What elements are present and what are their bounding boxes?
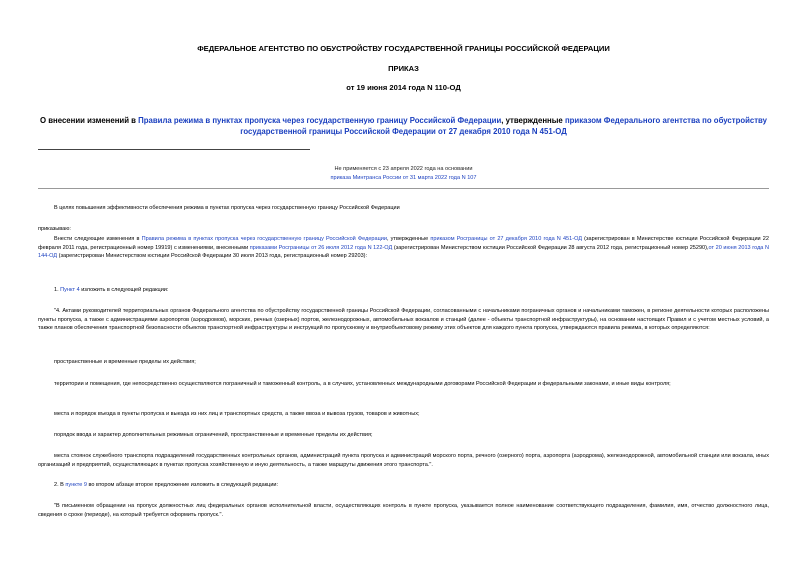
item2-post: во втором абзаце второе предложение изложить в следующей редакции: bbox=[86, 482, 279, 488]
list-item-2: территории и помещения, где непосредственно осуществляются пограничный и таможенный контроль, а в случаях, установленных международными договорами Российской Федерации и федеральными законами, и иные виды контроля; bbox=[54, 381, 671, 387]
p1-text-a: Внести следующие изменения в bbox=[54, 236, 142, 242]
item-1 bbox=[38, 286, 769, 295]
title-middle: , утвержденные bbox=[501, 116, 565, 125]
status-note-link[interactable]: приказа Минтранса России от 31 марта 2022 года N 107 bbox=[330, 175, 477, 181]
document-type: ПРИКАЗ bbox=[388, 64, 419, 73]
agency-name: ФЕДЕРАЛЬНОЕ АГЕНТСТВО ПО ОБУСТРОЙСТВУ ГОСУДАРСТВЕННОЙ ГРАНИЦЫ РОССИЙСКОЙ ФЕДЕРАЦИИ bbox=[197, 44, 610, 53]
divider-short bbox=[38, 149, 310, 150]
p1-link-order-144[interactable]: от 20 июня 2013 года N 144-ОД bbox=[38, 244, 769, 260]
document-date-number: от 19 июня 2014 года N 110-ОД bbox=[346, 83, 461, 92]
item2-pre: 2. В bbox=[54, 482, 66, 488]
p1-text-d: (зарегистрирован Министерством юстиции Российской Федерации 28 августа 2012 года, регистрационный номер 25290), bbox=[392, 244, 709, 251]
item-2 bbox=[38, 481, 769, 490]
document-title bbox=[38, 115, 769, 137]
quote-point-9: "В письменном обращении на пропуск должностных лиц федеральных органов исполнительной власти, осуществляющих контроль в пункте пропуска, указывается полное наименование соответствующего подразделения, фамилия, имя, отчество должностного лица, сведения о сроке (периоде), на который требуется оформить пропуск.". bbox=[38, 503, 769, 518]
p1-text-e: (зарегистрирован Министерством юстиции Российской Федерации 30 июля 2013 года, регистрационный номер 29203): bbox=[57, 253, 368, 260]
item1-post: изложить в следующей редакции: bbox=[79, 287, 169, 293]
divider-full bbox=[38, 188, 769, 189]
list-item-4: порядок ввода и характер дополнительных режимных ограничений, пространственные и временные пределы их действия; bbox=[54, 432, 373, 438]
item1-link-point-4[interactable]: Пункт 4 bbox=[60, 287, 80, 293]
item2-link-point-9[interactable]: пункте 9 bbox=[65, 482, 87, 488]
p1-link-rules[interactable]: Правила режима в пунктах пропуска через государственную границу Российской Федерации bbox=[141, 236, 387, 242]
item1-pre: 1. bbox=[54, 287, 61, 293]
p1-text-c: (зарегистрирован в Министерстве юстиции Российской Федерации 22 февраля 2011 года, регистрационный номер 19919) с изменениями, внесенными bbox=[38, 236, 769, 251]
p1-link-order-122[interactable]: приказами Росграницы от 26 июля 2012 года N 122-ОД bbox=[249, 244, 393, 251]
paragraph-changes bbox=[38, 235, 769, 261]
intro-paragraph: В целях повышения эффективности обеспечения режима в пунктах пропуска через государственную границу Российской Федерации bbox=[54, 205, 400, 211]
order-word: приказываю: bbox=[38, 226, 71, 232]
p1-text-b: , утвержденные bbox=[386, 236, 431, 242]
p1-link-order-451[interactable]: приказом Росграницы от 27 декабря 2010 года N 451-ОД bbox=[430, 236, 583, 242]
status-note-text: Не применяется с 23 апреля 2022 года на основании bbox=[334, 166, 473, 172]
quote-point-4: "4. Актами руководителей территориальных органов Федерального агентства по обустройству государственной границы Российской Федерации, согласованными с начальниками пограничных органов и начальниками таможен, в регионе деятельности которых расположены пункты пропуска, а также с администрациями аэропортов (аэродромов), морских, речных (озерных) портов, железнодорожных, автомобильных вокзалов и станций (далее - объекты транспортной инфраструктуры), на основании настоящих Правил и с учетом местных условий, а также планов обеспечения транспортной безопасности объектов транспортной инфраструктуры и инструкций по пропускному и внутриобъектовому режиму этих объектов для каждого пункта пропуска, утверждаются правила режима, в которых определяются: bbox=[38, 308, 769, 332]
title-link-order[interactable]: приказом Федерального агентства по обустройству государственной границы Российской Федерации от 27 декабря 2010 года N 451-ОД bbox=[240, 116, 767, 136]
list-item-3: места и порядок въезда в пункты пропуска и выезда из них лиц и транспортных средств, а также ввоза и вывоза грузов, товаров и животных; bbox=[54, 411, 420, 417]
title-link-rules[interactable]: Правила режима в пунктах пропуска через государственную границу Российской Федерации bbox=[138, 116, 502, 125]
list-item-1: пространственные и временные пределы их действия; bbox=[54, 359, 196, 365]
status-note-link-line bbox=[38, 174, 769, 182]
title-prefix: О внесении изменений в bbox=[40, 116, 139, 125]
list-item-5: места стоянок служебного транспорта подразделений государственных контрольных органов, администраций пункта пропуска и администраций морского порта, речного (озерного) порта, аэропорта (аэродрома), железнодорожной, автомобильной станции или вокзала, иных организаций и предприятий, осуществляющих в пунктах пропуска хозяйственную и иную деятельность, а также маршруты движения этого транспорта.". bbox=[38, 453, 769, 468]
